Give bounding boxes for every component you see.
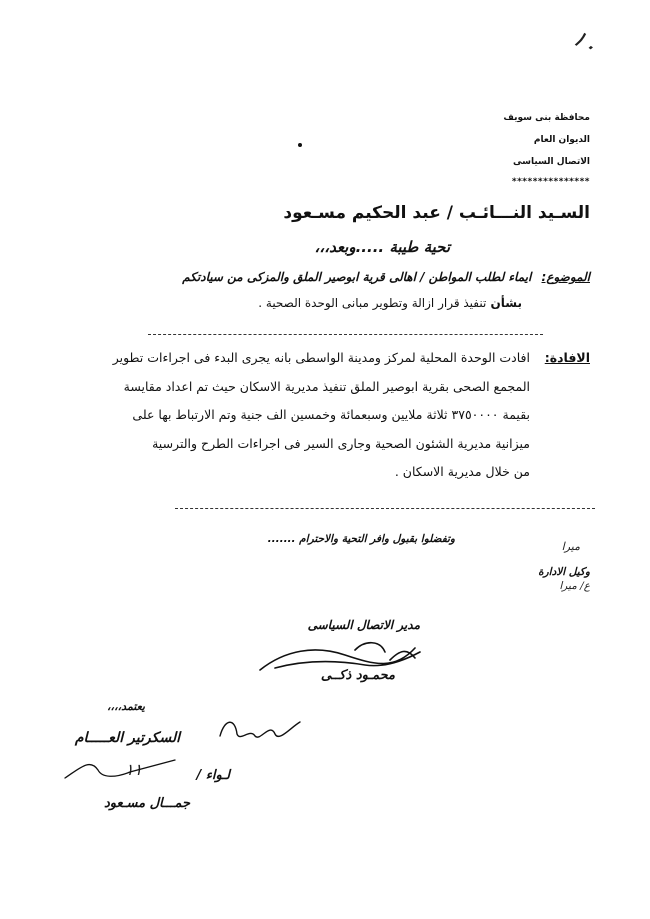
info-line: ميزانية مديرية الشئون الصحية وجارى السير فى اجراءات الطرح والترسية (152, 435, 530, 451)
info-body (80, 344, 530, 487)
addressee: السـيد النـــائـب / عبد الحكيم مسـعود (283, 203, 590, 223)
director-name: محمـود ذكــى (320, 668, 395, 683)
subject-label: الموضوع: (541, 270, 590, 284)
general-secretary-rank: لـواء / (196, 768, 230, 783)
info-label: الافادة: (544, 350, 590, 365)
subject (70, 270, 590, 284)
general-secretary-scribble (60, 748, 180, 788)
divider-bottom (175, 508, 595, 509)
info-line: المجمع الصحى بقرية ابوصير الملق تنفيذ مديرية الاسكان حيث تم اعداد مقايسة (123, 378, 530, 394)
general-secretary-title: السكرتير العـــــام (74, 730, 180, 746)
info-line: افادت الوحدة المحلية لمركز ومدينة الواسطى بانه يجرى البدء فى اجراءات تطوير (112, 350, 530, 365)
greeting: تحية طيبة .....وبعد،،، (314, 238, 450, 256)
divider-top (148, 334, 543, 335)
closing-line: وتفضلوا بقبول وافر التحية والاحترام ....... (267, 533, 455, 545)
approval-label: يعتمد،،،، (106, 700, 145, 713)
subject-line2-lead: بشأن (490, 296, 522, 310)
department-header: الاتصال السياسى (513, 157, 590, 167)
subject-line1: ايماء لطلب المواطن / اهالى قرية ابوصير الملق والمزكى من سيادتكم (182, 270, 532, 284)
subject-line2 (258, 296, 522, 310)
header-separator-stars: *************** (511, 177, 590, 187)
deputy-initials-top: ميرا (561, 540, 580, 553)
ink-dot (298, 143, 302, 147)
deputy-initials-bottom: ع/ ميرا (559, 580, 590, 592)
general-secretary-signature (215, 708, 305, 748)
governorate-header: محافظة بنى سويف (503, 113, 590, 123)
info-line: من خلال مديرية الاسكان . (394, 464, 530, 479)
subject-line2-rest: تنفيذ قرار ازالة وتطوير مبانى الوحدة الصحية . (258, 296, 487, 310)
director-title: مدير الاتصال السياسى (307, 618, 420, 632)
info-line: بقيمة ٣٧٥٠٠٠٠ ثلاثة ملايين وسبعمائة وخمسين الف جنية وتم الارتباط بها على (132, 407, 530, 422)
page-number: ١٠ (566, 23, 604, 61)
office-header: الديوان العام (533, 135, 590, 145)
deputy-title: وكيل الادارة (538, 566, 590, 578)
handwritten-number: ١١ (125, 760, 143, 779)
general-secretary-name: جمـــال مسـعود (103, 796, 190, 811)
